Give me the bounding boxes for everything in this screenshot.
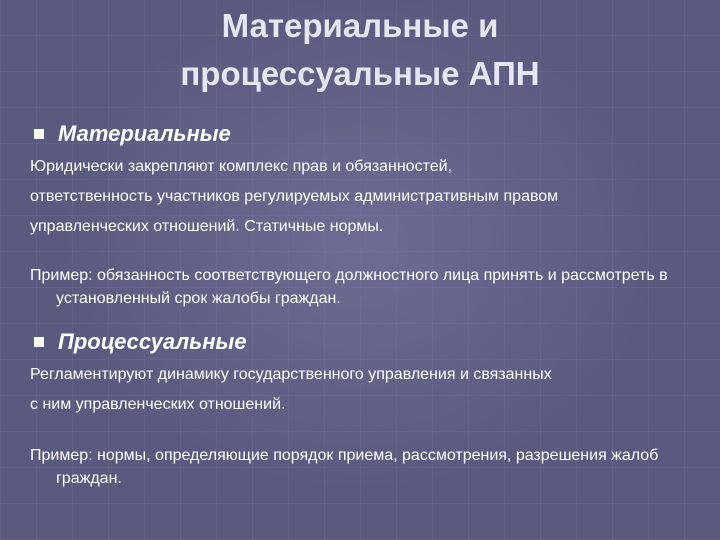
section-heading-procedural: [30, 328, 702, 356]
body-line: с ним управленческих отношений.: [30, 396, 286, 413]
body-line: управленческих отношений. Статичные нормы.: [30, 218, 384, 235]
example-paragraph: Пример: нормы, определяющие порядок приема, рассмотрения, разрешения жалоб граждан.: [30, 447, 659, 487]
body-line: Юридически закрепляют комплекс прав и обязанностей,: [30, 158, 453, 175]
section-heading-label: Процессуальные: [58, 329, 247, 354]
slide-title: [40, 2, 680, 98]
section-heading-label: Материальные: [58, 121, 231, 146]
square-bullet-icon: [34, 337, 44, 347]
slide-title-line-1: Материальные и: [221, 7, 499, 44]
slide-title-line-2: процессуальные АПН: [180, 55, 540, 92]
body-line: Регламентируют динамику государственного управления и связанных: [30, 366, 552, 383]
example-paragraph: Пример: обязанность соответствующего должностного лица принять и рассмотреть в установленный срок жалобы граждан.: [30, 267, 668, 307]
slide-content: [30, 120, 702, 490]
section-heading-material: [30, 120, 702, 148]
square-bullet-icon: [34, 129, 44, 139]
body-line: ответственность участников регулируемых административным правом: [30, 188, 559, 205]
